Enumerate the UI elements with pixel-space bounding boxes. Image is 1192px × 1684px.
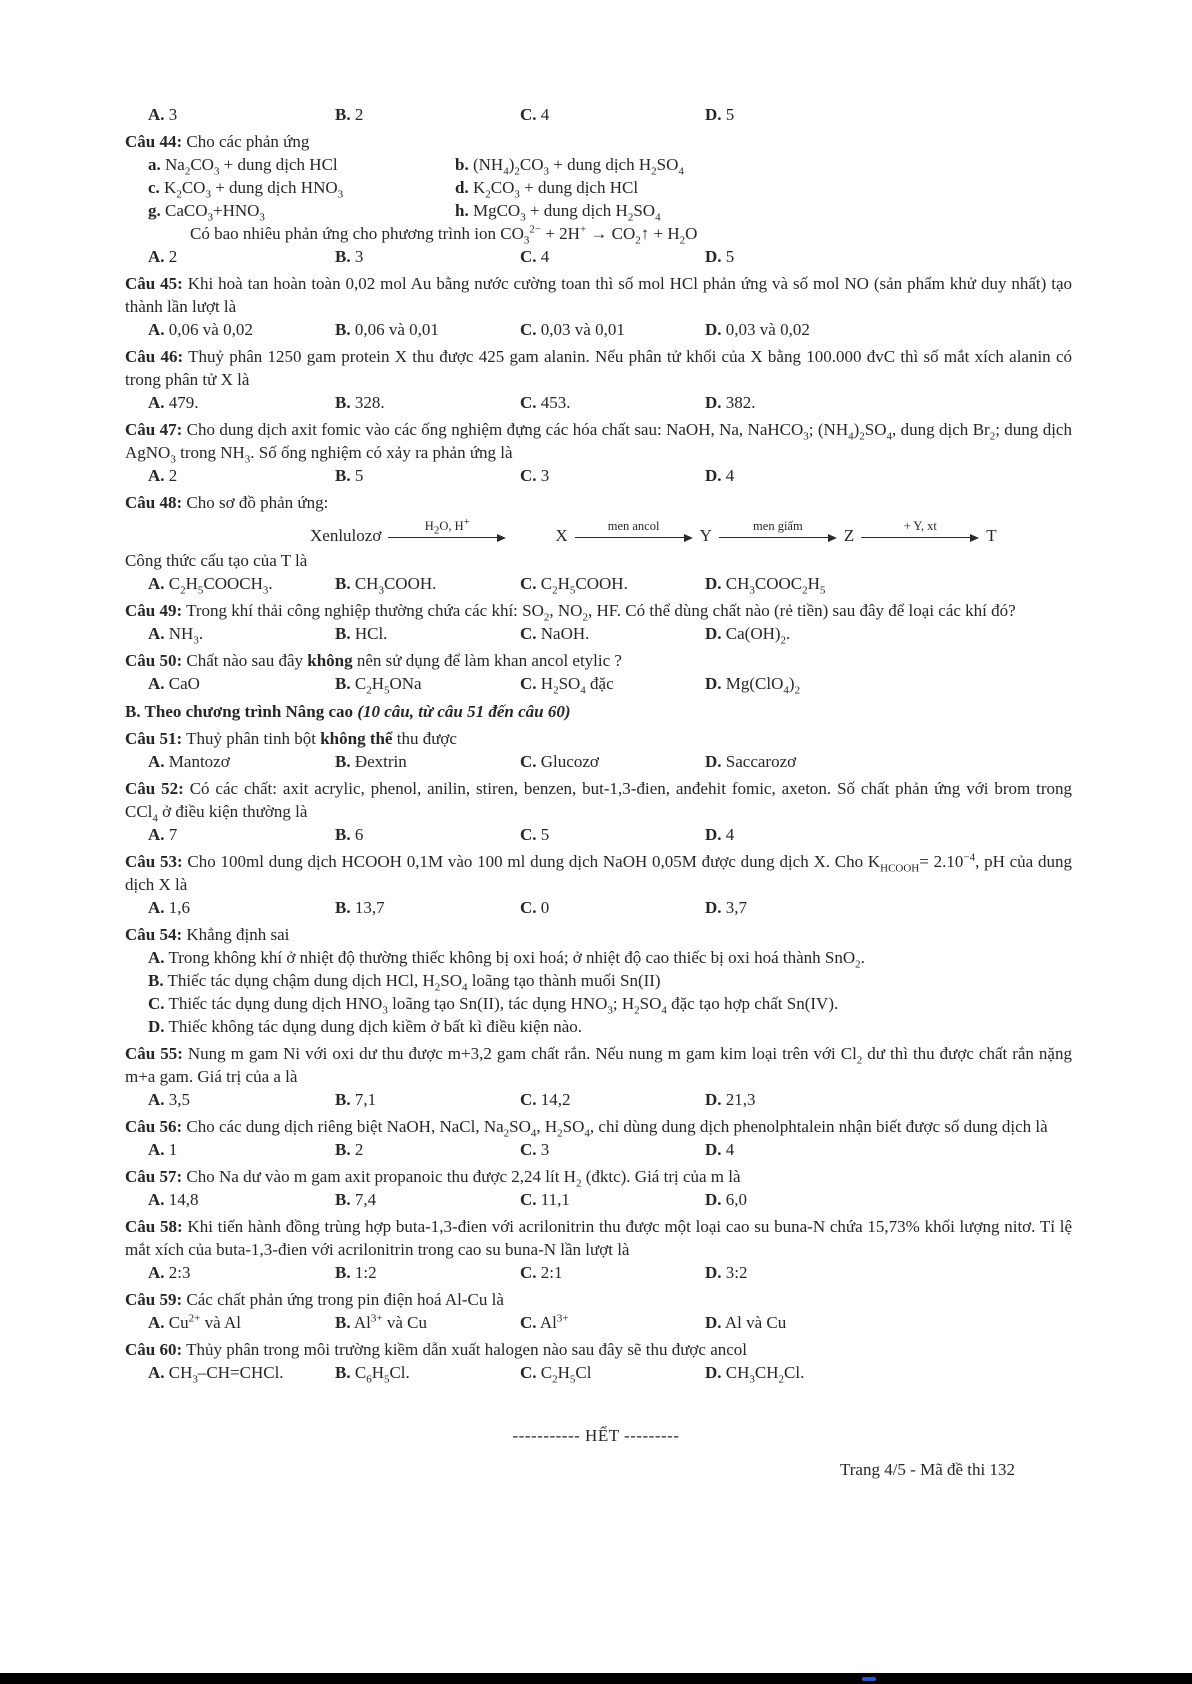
arrow-head-icon: [828, 534, 837, 542]
option-D: D. 3:2: [705, 1263, 748, 1282]
question-text: Câu 56: Cho các dung dịch riêng biệt NaOH, NaCl, $Na_2SO_4$, $H_2SO_4$, chỉ dùng dung dịch phenolphtalein nhận biết được số dung dịch là: [125, 1117, 1048, 1140]
option-A: A. 14,8: [148, 1190, 199, 1209]
question-number: Câu 54:: [125, 925, 183, 944]
option-C: C. $C_2H_5COOH$.: [520, 574, 628, 597]
question-number: Câu 44:: [125, 132, 183, 151]
option-C: C. $Al^{3+}$: [520, 1312, 569, 1332]
option-D: D. 21,3: [705, 1090, 756, 1109]
arrow-head-icon: [970, 534, 979, 542]
option-B: B. 328.: [335, 393, 385, 412]
option-B: B. 3: [335, 247, 364, 266]
option-D: D. $Ca(OH)_2$.: [705, 624, 791, 647]
question-text: Câu 51: Thuỷ phân tinh bột không thể thu được: [125, 729, 457, 748]
question-number: Câu 47:: [125, 420, 183, 439]
options-row: [125, 1261, 1072, 1284]
arrow-line: [719, 533, 837, 542]
option-A: A. 479.: [148, 393, 199, 412]
option-B: B. 2: [335, 1140, 364, 1159]
option-C: C. $H_2SO_4$ đặc: [520, 674, 614, 697]
question-text: Câu 46: Thuỷ phân 1250 gam protein X thu được 425 gam alanin. Nếu phân tử khối của X bằng 100.000 đvC thì số mắt xích alanin có trong phân tử X là: [125, 347, 1072, 389]
arrow-line: [575, 533, 693, 542]
option-D: D. 5: [705, 105, 735, 124]
question-text: Câu 58: Khi tiến hành đồng trùng hợp buta-1,3-đien với acrilonitrin thu được một loại cao su buna-N chứa 15,73% khối lượng nitơ. Tỉ lệ mắt xích của buta-1,3-đien với acrilonitrin trong cao su buna-N lần lượt là: [125, 1217, 1072, 1259]
arrow-shaft: [861, 537, 970, 539]
options-row: [125, 318, 1072, 341]
question-47: [125, 418, 1072, 487]
reaction-item: d. $K_2CO_3$ + dung dịch HCl: [455, 178, 639, 201]
option-D: D. $CH_3CH_2Cl$.: [705, 1363, 805, 1386]
option-C: C. 0: [520, 898, 550, 917]
option-B: B. 7,1: [335, 1090, 377, 1109]
option-D: D. 0,03 và 0,02: [705, 320, 810, 339]
options-row: [125, 1361, 1072, 1384]
question-45: [125, 272, 1072, 341]
option-B: B. 6: [335, 825, 364, 844]
option-B: B. Thiếc tác dụng chậm dung dịch HCl, $H_2SO_4$ loãng tạo thành muối Sn(II): [148, 971, 661, 994]
reaction-item: a. $Na_2CO_3$ + dung dịch HCl: [148, 155, 338, 178]
options-row: [125, 672, 1072, 695]
question-text: Câu 57: Cho Na dư vào m gam axit propanoic thu được 2,24 lít $H_2$ (đktc). Giá trị của m là: [125, 1167, 741, 1190]
question-number: Câu 48:: [125, 493, 183, 512]
option-D: D. 4: [705, 1140, 735, 1159]
option-A: A. Mantozơ: [148, 752, 230, 771]
option-B: B. 1:2: [335, 1263, 377, 1282]
question-text: Câu 44: Cho các phản ứng: [125, 132, 310, 151]
option-B: B. HCl.: [335, 624, 388, 643]
option-A: A. CaO: [148, 674, 200, 693]
option-D: D. Al và Cu: [705, 1313, 787, 1332]
question-text: Câu 48: Cho sơ đồ phản ứng:: [125, 493, 329, 512]
arrow-condition: men ancol: [607, 519, 660, 533]
option-C: C. NaOH.: [520, 624, 590, 643]
question-number: Câu 57:: [125, 1167, 183, 1186]
question-59: [125, 1288, 1072, 1334]
question-58: [125, 1215, 1072, 1284]
option-B: B. $C_2H_5ONa$: [335, 674, 422, 697]
option-C: C. 3: [520, 466, 550, 485]
option-C: C. 14,2: [520, 1090, 571, 1109]
arrow-shaft: [719, 537, 828, 539]
reaction-scheme: [305, 515, 1072, 547]
options-row: [125, 823, 1072, 846]
options-row: [125, 464, 1072, 487]
arrow-condition: men giấm: [753, 519, 803, 533]
option-A: A. 2: [148, 466, 178, 485]
option-D: D. 4: [705, 825, 735, 844]
option-C: C. Thiếc tác dụng dung dịch $HNO_3$ loãng tạo Sn(II), tác dụng $HNO_3$; $H_2SO_4$ đặc tạo hợp chất Sn(IV).: [148, 994, 839, 1017]
page-number-footer: Trang 4/5 - Mã đề thi 132: [839, 1460, 1015, 1479]
carryover-options-row: [125, 103, 1072, 126]
reaction-pair: [125, 199, 1072, 222]
options-row: [125, 245, 1072, 268]
options-row: [125, 391, 1072, 414]
reaction-arrow: [719, 519, 837, 547]
option-B: B. Đextrin: [335, 752, 407, 771]
arrow-condition: $H_2O$, H+: [424, 515, 470, 537]
question-number: Câu 60:: [125, 1340, 183, 1359]
option-D: D. 5: [705, 247, 735, 266]
question-50: [125, 649, 1072, 695]
scheme-node: Y: [699, 526, 712, 545]
option-C: C. 4: [520, 105, 550, 124]
question-text: Câu 54: Khẳng định sai: [125, 925, 290, 944]
option-B: B. $Al^{3+}$ và Cu: [335, 1312, 428, 1332]
question-number: Câu 49:: [125, 601, 183, 620]
option-D: D. $CH_3COOC_2H_5$: [705, 574, 826, 597]
option-A: A. $Cu^{2+}$ và Al: [148, 1312, 241, 1332]
question-number: Câu 55:: [125, 1044, 183, 1063]
option-D: D. 382.: [705, 393, 756, 412]
option-A: A. 0,06 và 0,02: [148, 320, 253, 339]
option-B: B. 5: [335, 466, 364, 485]
question-text: Câu 50: Chất nào sau đây không nên sử dụng để làm khan ancol etylic ?: [125, 651, 622, 670]
question-54: [125, 923, 1072, 1038]
option-A: A. $CH_3-CH=CHCl$.: [148, 1363, 284, 1386]
options-row: [125, 750, 1072, 773]
question-number: Câu 58:: [125, 1217, 183, 1236]
reaction-item: b. $(NH_4)_2CO_3$ + dung dịch $H_2SO_4$: [455, 155, 684, 178]
question-51: [125, 727, 1072, 773]
option-C: C. 5: [520, 825, 550, 844]
option-A: A. $C_2H_5COOCH_3$.: [148, 574, 273, 597]
reaction-arrow: [388, 515, 506, 547]
reaction-item: g. $CaCO_3+HNO_3$: [148, 201, 265, 224]
arrow-head-icon: [497, 534, 506, 542]
reaction-pair: [125, 176, 1072, 199]
option-D: D. 3,7: [705, 898, 748, 917]
option-B: B. 7,4: [335, 1190, 377, 1209]
section-header: B. Theo chương trình Nâng cao (10 câu, từ câu 51 đến câu 60): [125, 702, 571, 721]
question-text: Câu 60: Thủy phân trong môi trường kiềm dẫn xuất halogen nào sau đây sẽ thu được ancol: [125, 1340, 748, 1359]
question-text: Câu 45: Khi hoà tan hoàn toàn 0,02 mol Au bằng nước cường toan thì số mol HCl phản ứng và số mol NO (sản phẩm khử duy nhất) tạo thành lần lượt là: [125, 274, 1072, 316]
option-D: D. Thiếc không tác dụng dung dịch kiềm ở bất kì điều kiện nào.: [148, 1017, 583, 1036]
scan-edge-bar: [0, 1673, 1192, 1684]
question-number: Câu 50:: [125, 651, 183, 670]
option-D: D. 4: [705, 466, 735, 485]
option-C: C. 0,03 và 0,01: [520, 320, 625, 339]
option-D: D. $Mg(ClO_4)_2$: [705, 674, 801, 697]
option-A: A. 3,5: [148, 1090, 191, 1109]
option-B: B. $C_6H_5Cl$.: [335, 1363, 410, 1386]
arrow-condition: + Y, xt: [903, 519, 937, 533]
question-55: [125, 1042, 1072, 1111]
option-A: A. $NH_3$.: [148, 624, 204, 647]
scheme-node: X: [555, 526, 568, 545]
option-A: A. 3: [148, 105, 178, 124]
scheme-start: Xenlulozơ: [310, 526, 382, 545]
question-number: Câu 51:: [125, 729, 183, 748]
option-C: C. 11,1: [520, 1190, 570, 1209]
scheme-node: Z: [843, 526, 855, 545]
question-number: Câu 56:: [125, 1117, 183, 1136]
question-60: [125, 1338, 1072, 1384]
question-text: Câu 47: Cho dung dịch axit fomic vào các ống nghiệm đựng các hóa chất sau: NaOH, Na, NaHCO$_3$; $(NH_4)_2SO_4$, dung dịch $Br_2$; dung dịch AgNO$_3$ trong $NH_3$. Số ống nghiệm có xảy ra phản ứng là: [125, 420, 1072, 466]
option-C: C. 3: [520, 1140, 550, 1159]
option-D: D. 6,0: [705, 1190, 748, 1209]
question-number: Câu 45:: [125, 274, 183, 293]
arrow-line: [861, 533, 979, 542]
question-text: Câu 53: Cho 100ml dung dịch HCOOH 0,1M vào 100 ml dung dịch NaOH 0,05M được dung dịch X. Cho $K_{HCOOH}= 2.10^{-4}$, pH của dung dịch X là: [125, 851, 1072, 894]
option-C: C. 4: [520, 247, 550, 266]
question-text: Câu 52: Có các chất: axit acrylic, phenol, anilin, stiren, benzen, but-1,3-đien, anđehit fomic, axeton. Số chất phản ứng với brom trong CCl$_4$ ở điều kiện thường là: [125, 779, 1072, 825]
question-52: [125, 777, 1072, 846]
option-C: C. 453.: [520, 393, 571, 412]
arrow-shaft: [575, 537, 684, 539]
question-text: Câu 49: Trong khí thải công nghiệp thường chứa các khí: $SO_2$, $NO_2$, HF. Có thể dùng chất nào (rẻ tiền) sau đây để loại các khí đó?: [125, 601, 1016, 624]
arrow-line: [388, 533, 506, 542]
question-number: Câu 52:: [125, 779, 184, 798]
question-text: Câu 55: Nung m gam Ni với oxi dư thu được m+3,2 gam chất rắn. Nếu nung m gam kim loại trên với $Cl_2$ dư thì thu được chất rắn nặng m+a gam. Giá trị của a là: [125, 1044, 1072, 1086]
option-B: B. 13,7: [335, 898, 385, 917]
question-49: [125, 599, 1072, 645]
exam-content: [125, 103, 1072, 1384]
option-A: A. Trong không khí ở nhiệt độ thường thiếc không bị oxi hoá; ở nhiệt độ cao thiếc bị oxi hoá thành SnO$_2$.: [148, 948, 865, 971]
question-number: Câu 53:: [125, 852, 183, 871]
arrow-shaft: [388, 537, 497, 539]
options-row: [125, 622, 1072, 645]
option-A: A. 2: [148, 247, 178, 266]
question-44: [125, 130, 1072, 268]
reaction-arrow: [575, 519, 693, 547]
options-row: [125, 572, 1072, 595]
question-46: [125, 345, 1072, 414]
question-56: [125, 1115, 1072, 1161]
question-57: [125, 1165, 1072, 1211]
option-C: C. 2:1: [520, 1263, 563, 1282]
question-text: Câu 59: Các chất phản ứng trong pin điện hoá Al-Cu là: [125, 1290, 504, 1309]
options-row: [125, 1188, 1072, 1211]
question-number: Câu 46:: [125, 347, 184, 366]
scheme-node: T: [986, 526, 997, 545]
option-B: B. 0,06 và 0,01: [335, 320, 439, 339]
end-marker: ----------- HẾT ---------: [512, 1426, 680, 1445]
reaction-item: c. $K_2CO_3$ + dung dịch $HNO_3$: [148, 178, 344, 201]
option-A: A. 7: [148, 825, 178, 844]
arrow-head-icon: [684, 534, 693, 542]
question-number: Câu 59:: [125, 1290, 183, 1309]
question-continuation: Công thức cấu tạo của T là: [125, 551, 308, 570]
option-C: C. Glucozơ: [520, 752, 599, 771]
option-A: A. 2:3: [148, 1263, 191, 1282]
options-row: [125, 1088, 1072, 1111]
option-B: B. $CH_3COOH$.: [335, 574, 437, 597]
option-C: C. $C_2H_5Cl$: [520, 1363, 592, 1386]
scan-blue-speck-icon: [862, 1677, 876, 1681]
option-A: A. 1,6: [148, 898, 191, 917]
option-B: B. 2: [335, 105, 364, 124]
question-48: [125, 491, 1072, 595]
reaction-item: h. MgCO$_3$ + dung dịch $H_2SO_4$: [455, 201, 661, 224]
question-53: [125, 850, 1072, 919]
question-note: Có bao nhiêu phản ứng cho phương trình ion $CO_3^{2-} + 2H^+$ → $CO_2↑ + H_2O$: [190, 223, 698, 247]
options-row: [125, 1311, 1072, 1334]
reaction-arrow: [861, 519, 979, 547]
option-D: D. Saccarozơ: [705, 752, 797, 771]
option-A: A. 1: [148, 1140, 178, 1159]
reaction-pair: [125, 153, 1072, 176]
options-row: [125, 896, 1072, 919]
options-row: [125, 1138, 1072, 1161]
